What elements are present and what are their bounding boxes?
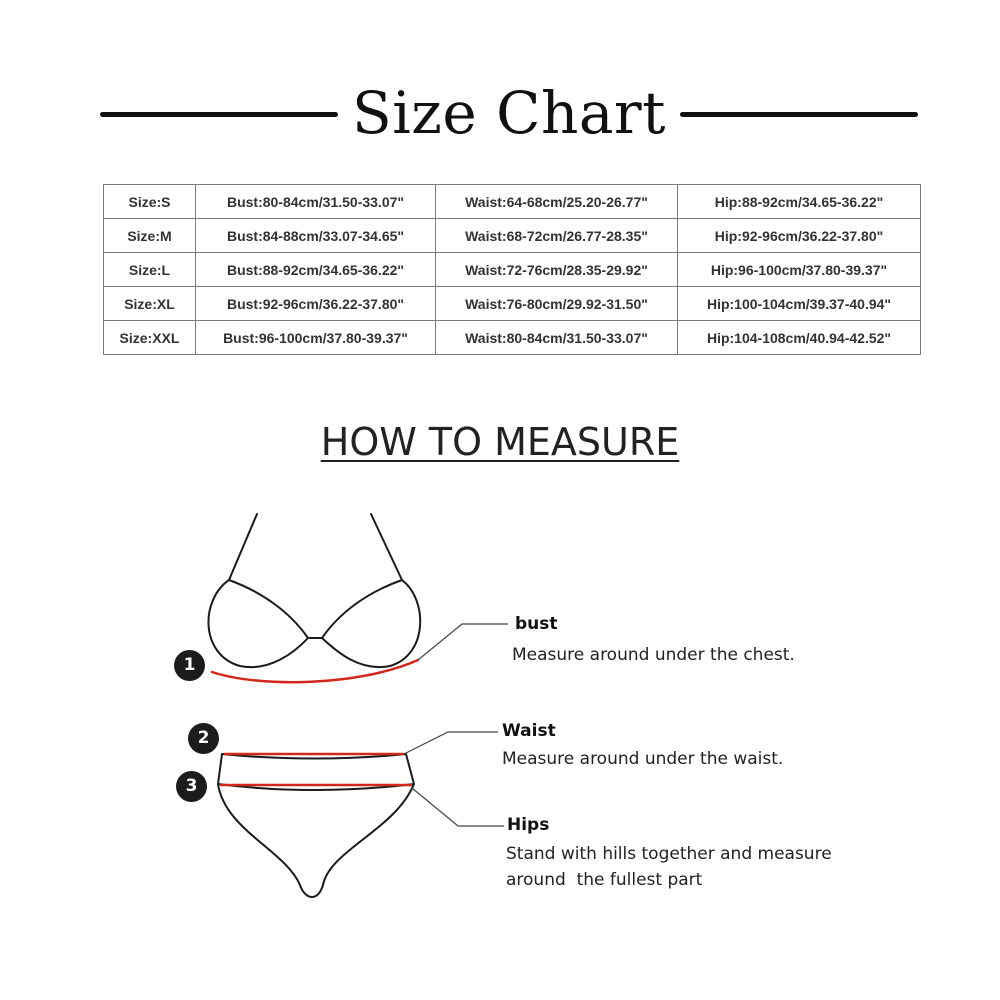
waist-cell: Waist:80-84cm/31.50-33.07"	[436, 321, 678, 355]
bust-number-badge: 1	[174, 650, 205, 681]
bottoms-body	[218, 784, 414, 897]
hip-cell: Hip:96-100cm/37.80-39.37"	[678, 253, 921, 287]
hips-description-line1: Stand with hills together and measure	[506, 844, 832, 864]
waist-number-badge: 2	[188, 723, 219, 754]
bust-cell: Bust:80-84cm/31.50-33.07"	[196, 185, 436, 219]
bust-measure-line	[212, 660, 418, 682]
bust-label: bust	[515, 614, 558, 634]
page-title: Size Chart	[352, 79, 666, 147]
hip-cell: Hip:100-104cm/39.37-40.94"	[678, 287, 921, 321]
hips-number-badge: 3	[176, 771, 207, 802]
left-strap	[229, 514, 257, 580]
size-cell: Size:XXL	[104, 321, 196, 355]
bust-description: Measure around under the chest.	[512, 645, 795, 665]
waist-label: Waist	[502, 721, 556, 741]
waist-cell: Waist:76-80cm/29.92-31.50"	[436, 287, 678, 321]
hips-leader-line	[412, 788, 504, 826]
bust-leader-line	[418, 624, 508, 660]
size-cell: Size:XL	[104, 287, 196, 321]
hips-label: Hips	[507, 815, 550, 835]
waist-cell: Waist:64-68cm/25.20-26.77"	[436, 185, 678, 219]
hips-description-line2: around the fullest part	[506, 870, 703, 890]
hip-cell: Hip:92-96cm/36.22-37.80"	[678, 219, 921, 253]
bust-cell: Bust:92-96cm/36.22-37.80"	[196, 287, 436, 321]
bust-cell: Bust:96-100cm/37.80-39.37"	[196, 321, 436, 355]
size-cell: Size:L	[104, 253, 196, 287]
waist-cell: Waist:68-72cm/26.77-28.35"	[436, 219, 678, 253]
bust-cell: Bust:88-92cm/34.65-36.22"	[196, 253, 436, 287]
right-cup	[322, 580, 420, 667]
hip-cell: Hip:104-108cm/40.94-42.52"	[678, 321, 921, 355]
bust-cell: Bust:84-88cm/33.07-34.65"	[196, 219, 436, 253]
waist-cell: Waist:72-76cm/28.35-29.92"	[436, 253, 678, 287]
size-cell: Size:S	[104, 185, 196, 219]
left-cup	[208, 580, 308, 667]
how-to-measure-text: HOW TO MEASURE	[320, 420, 680, 464]
size-cell: Size:M	[104, 219, 196, 253]
waist-leader-line	[404, 732, 498, 754]
hip-cell: Hip:88-92cm/34.65-36.22"	[678, 185, 921, 219]
waist-description: Measure around under the waist.	[502, 749, 784, 769]
right-strap	[371, 514, 402, 580]
